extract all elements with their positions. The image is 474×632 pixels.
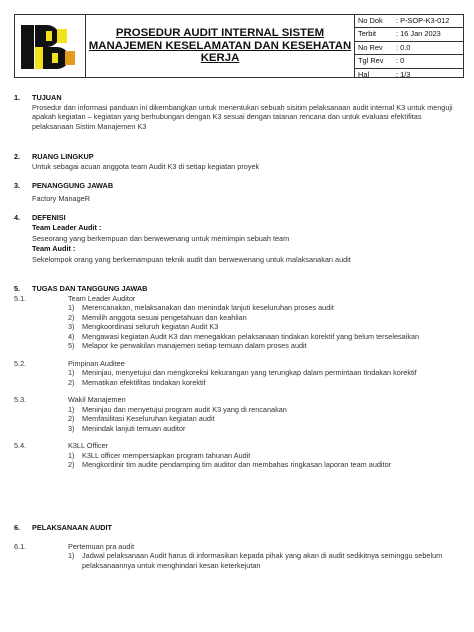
- logo-mark-icon: [15, 15, 85, 77]
- meta-row: [355, 28, 463, 41]
- company-logo: [15, 15, 86, 77]
- list-item-text: Mengawasi kegiatan Audit K3 dan menegakkan pelaksanaan tindakan korektif yang belum terselesaikan: [82, 331, 420, 341]
- list-item: 3) Mengkoordinasi seluruh kegiatan Audit K3: [14, 322, 454, 332]
- subsection-title: Pimpinan Auditee: [68, 358, 125, 368]
- section-number: 2.: [14, 152, 21, 161]
- list-item: 2) Memilih anggota sesuai pengetahuan dan keahlian: [14, 313, 454, 323]
- subsection-title: Pertemuan pra audit: [68, 541, 135, 551]
- subsection-number: 6.1.: [14, 541, 27, 551]
- list-item: 2) Mematikan efektifitas tindakan korektif: [14, 378, 454, 388]
- list-item-text: Merencanakan, melaksanakan dan menindak lanjuti keseluruhan proses audit: [82, 303, 334, 312]
- section-text: Prosedur dan informasi panduan ini dikembangkan untuk menentukan sebuah sisitim pelaksanaan audit internal K3 untuk menguji apakah kegiatan – kegiatan yang berhubungan dengan K3 sesuai dengan tatanan rencana dan untuk evaluasi efektifitas pelaksanaan Sistim Manajemen K3: [32, 102, 453, 131]
- subsection-number: 5.3.: [14, 395, 27, 404]
- subsection-title: K3LL Officer: [68, 441, 109, 450]
- meta-row: [355, 42, 463, 55]
- subsection-title: Wakil Manajemen: [68, 395, 126, 404]
- section-number: 5.: [14, 284, 21, 293]
- section-number: 6.: [14, 523, 21, 532]
- section-text: Factory ManageR: [32, 193, 90, 203]
- subsection-heading: [14, 359, 454, 369]
- list-item: 1) Meninjau, menyetujui dan mengkoreksi kekurangan yang terungkap dalam permintaan tindakan korektif: [14, 368, 454, 378]
- meta-value: : 0: [396, 56, 405, 66]
- list-item-text: Mengkoordinasi seluruh kegiatan Audit K3: [82, 322, 219, 331]
- section-title: PENANGGUNG JAWAB: [32, 181, 114, 190]
- title-cell: [86, 15, 355, 77]
- list-item-text: Meninjau, menyetujui dan mengkoreksi kekurangan yang terungkap dalam permintaan tindakan korektif: [82, 368, 417, 377]
- list-item-text: Memfasilitasi Keseluruhan kegiatan audit: [82, 414, 215, 423]
- meta-value: : 0.0: [396, 42, 411, 52]
- section-tugas: [14, 284, 454, 470]
- list-item-text: Melapor ke perwakilan manajemen setiap temuan dalam proses audit: [82, 341, 307, 350]
- section-heading: [14, 152, 454, 162]
- section-defenisi: [14, 213, 454, 265]
- section-ruang-lingkup: [14, 152, 454, 171]
- meta-value: : P-SOP-K3-012: [396, 16, 450, 25]
- list-item-text: Mematikan efektifitas tindakan korektif: [82, 377, 206, 387]
- subsection-heading: [14, 294, 454, 304]
- meta-row: [355, 55, 463, 68]
- definition-term: Team Audit :: [32, 243, 76, 253]
- meta-key: Terbit: [358, 29, 377, 39]
- subsection-heading: [14, 395, 454, 405]
- meta-value: : 1/3: [396, 69, 411, 79]
- definition-text: Seseorang yang berkempuan dan berwewenang untuk memimpin sebuah team: [32, 234, 290, 243]
- definition-term: Team Leader Audit :: [32, 222, 102, 232]
- subsection-heading: [14, 542, 454, 552]
- meta-row: [355, 69, 463, 81]
- document-meta-table: [355, 15, 463, 77]
- title-line-2: MANAJEMEN KESELAMATAN DAN KESEHATAN: [88, 39, 352, 52]
- meta-key: No Rev: [358, 42, 383, 52]
- subsection-title: Team Leader Auditor: [68, 293, 136, 303]
- subsection-heading: [14, 441, 454, 451]
- list-item: 4) Mengawasi kegiatan Audit K3 dan menegakkan pelaksanaan tindakan korektif yang belum terselesaikan: [14, 332, 454, 342]
- section-title: PELAKSANAAN AUDIT: [32, 523, 112, 532]
- section-heading: [14, 181, 454, 191]
- meta-key: Hal: [358, 69, 370, 79]
- section-title: TUJUAN: [32, 93, 62, 102]
- subsection-number: 5.1.: [14, 293, 27, 303]
- section-title: DEFENISI: [32, 213, 66, 222]
- section-heading: [14, 213, 454, 223]
- list-item: 3) Menindak lanjuti temuan auditor: [14, 424, 454, 434]
- section-penanggung-jawab: [14, 181, 454, 203]
- meta-row: [355, 15, 463, 28]
- list-item-text: Memilih anggota sesuai pengetahuan dan keahlian: [82, 312, 247, 322]
- title-line-3: KERJA: [200, 52, 240, 65]
- section-title: TUGAS DAN TANGGUNG JAWAB: [32, 284, 148, 293]
- title-line-1: PROSEDUR AUDIT INTERNAL SISTEM: [115, 27, 325, 40]
- list-item-text: Jadwal pelaksanaan Audit harus di informasikan kepada pihak yang akan di audit sedikitnya seminggu sebelum pelaksanaannya untuk menghindari kesan keterkejutan: [82, 551, 443, 570]
- meta-key: Tgl Rev: [358, 56, 384, 66]
- list-item-text: K3LL officer mempersiapkan program tahunan Audit: [82, 450, 251, 460]
- section-heading: [14, 93, 454, 103]
- section-heading: [14, 284, 454, 294]
- list-item-text: Menindak lanjuti temuan auditor: [82, 423, 186, 433]
- section-number: 3.: [14, 181, 21, 190]
- section-pelaksanaan-audit: [14, 523, 454, 570]
- list-item: 1) Merencanakan, melaksanakan dan menindak lanjuti keseluruhan proses audit: [14, 303, 454, 313]
- meta-value: : 16 Jan 2023: [396, 29, 441, 39]
- section-tujuan: [14, 93, 454, 131]
- definition-text: Sekelompok orang yang berkemampuan teknik audit dan berwewenang untuk malaksanakan audit: [32, 255, 351, 264]
- section-title: RUANG LINGKUP: [32, 152, 94, 161]
- list-item: 1) K3LL officer mempersiapkan program tahunan Audit: [14, 451, 454, 461]
- meta-key: No Dok: [358, 16, 383, 25]
- list-item: 2) Memfasilitasi Keseluruhan kegiatan audit: [14, 414, 454, 424]
- document-header: [14, 14, 464, 78]
- list-item: 1) Meninjau dan menyetujui program audit K3 yang di rencanakan: [14, 405, 454, 415]
- subsection-number: 5.2.: [14, 358, 27, 368]
- list-item-text: Mengkordinir tim audite pendamping tim auditor dan membahas ringkasan laporan team auditor: [82, 460, 392, 469]
- list-item: 1) Jadwal pelaksanaan Audit harus di informasikan kepada pihak yang akan di audit sedikitnya seminggu sebelum pelaksanaannya untuk menghindari kesan keterkejutan: [14, 551, 454, 570]
- list-item: 2) Mengkordinir tim audite pendamping tim auditor dan membahas ringkasan laporan team auditor: [14, 460, 454, 470]
- section-number: 4.: [14, 213, 21, 222]
- section-text: Untuk sebagai acuan anggota team Audit K3 di setiap kegiatan proyek: [32, 161, 260, 171]
- section-heading: [14, 523, 454, 533]
- list-item: 5) Melapor ke perwakilan manajemen setiap temuan dalam proses audit: [14, 341, 454, 351]
- section-number: 1.: [14, 93, 21, 102]
- list-item-text: Meninjau dan menyetujui program audit K3 yang di rencanakan: [82, 404, 287, 414]
- subsection-number: 5.4.: [14, 441, 27, 450]
- document-title: [89, 27, 351, 65]
